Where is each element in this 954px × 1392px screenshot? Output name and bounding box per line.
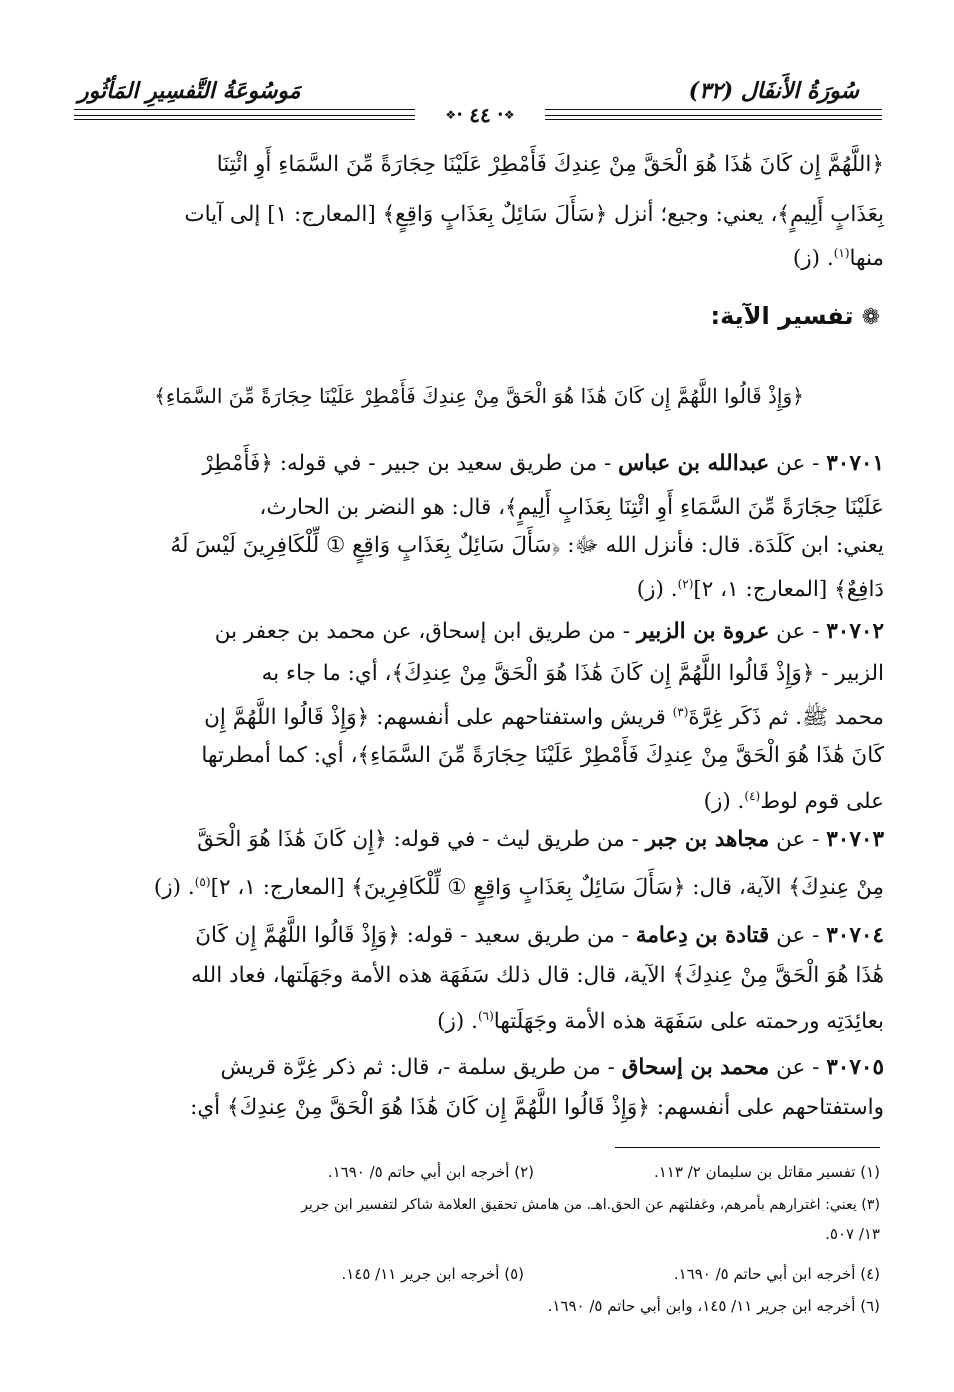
entry-line: [74, 778, 884, 820]
book-running-title: مَوسُوعَةُ التَّفسِيرِ المَأثُور: [78, 78, 301, 104]
flower-ornament-icon: ❁: [861, 305, 880, 330]
entry-line: [74, 998, 884, 1040]
footnote-ref: (١): [833, 246, 850, 260]
footnote-ref: (٣): [672, 705, 689, 719]
entry-line: هَٰذَا هُوَ الْحَقَّ مِنْ عِندِكَ﴾ الآية، قال: قال ذلك سَفَهَة هذه الأمة وجَهَلَتها، فعاد الله: [191, 963, 884, 988]
entry-text: - من طريق سلمة -، قال: ثم ذكر غِرَّة قريش: [220, 1055, 622, 1080]
narrator-name: عبدالله بن عباس: [618, 451, 770, 476]
entry-text: - عن: [769, 451, 827, 476]
entry-line: عَلَيْنَا حِجَارَةً مِّنَ السَّمَاءِ أَوِ ائْتِنَا بِعَذَابٍ أَلِيمٍ﴾، قال: هو النضر بن الحارث،: [259, 495, 884, 520]
entry-text: - عن: [769, 1055, 827, 1080]
narrator-name: محمد بن إسحاق: [621, 1055, 770, 1080]
ornament-icon: •❖: [445, 108, 464, 122]
entry-text: - من طريق ابن إسحاق، عن محمد بن جعفر بن: [214, 619, 637, 644]
entry-number: ٣٠٧٠٢: [826, 619, 884, 644]
section-heading-text: تفسير الآية:: [710, 302, 854, 330]
narrator-name: قتادة بن دِعامة: [635, 923, 770, 948]
intro-line: ﴿اللَّهُمَّ إِن كَانَ هَٰذَا هُوَ الْحَقَّ مِنْ عِندِكَ فَأَمْطِرْ عَلَيْنَا حِجَارَةً مِّنَ السَّمَاءِ أَوِ ائْتِنَا: [216, 152, 884, 177]
narrator-name: مجاهد بن جبر: [645, 827, 770, 852]
entry-text: محمد ﷺ. ثم ذَكَر غِرَّةَ: [688, 705, 884, 731]
footnote-ref: (٥): [194, 875, 211, 889]
entry-text: - من طريق ليث - في قوله: ﴿إِن كَانَ هَٰذَا هُوَ الْحَقَّ: [197, 827, 646, 852]
entry-text: - من طريق سعيد بن جبير - في قوله: ﴿فَأَمْطِرْ: [202, 451, 619, 476]
entry-text: . (ز): [636, 577, 678, 603]
section-heading: [711, 302, 881, 330]
footnote: (١) تفسير مقاتل بن سليمان ٢/ ١١٣.: [653, 1163, 880, 1181]
footnote-separator: [615, 1147, 880, 1148]
entry-text: مِنْ عِندِكَ﴾ الآية، قال: ﴿سَأَلَ سَائِلٌ بِعَذَابٍ وَاقِعٍ ① لِّلْكَافِرِينَ﴾ [المعارج: ١، ٢]: [210, 875, 884, 901]
entry-line: [74, 446, 884, 482]
ornament-icon: ❖•: [496, 108, 515, 122]
entry-line: كَانَ هَٰذَا هُوَ الْحَقَّ مِنْ عِندِكَ فَأَمْطِرْ عَلَيْنَا حِجَارَةً مِّنَ السَّمَاءِ﴾، أي: كما أمطرتها: [201, 743, 884, 768]
entry-line: [74, 566, 884, 608]
entry-text: قريش واستفتاحهم على أنفسهم: ﴿وَإِذْ قَالُوا اللَّهُمَّ إِن: [204, 705, 673, 731]
entry-text: دَافِعٌ﴾ [المعارج: ١، ٢]: [693, 577, 884, 603]
entry-line: واستفتاحهم على أنفسهم: ﴿وَإِذْ قَالُوا اللَّهُمَّ إِن كَانَ هَٰذَا هُوَ الْحَقَّ مِنْ عِندِكَ﴾ أي:: [190, 1095, 884, 1120]
entry-line: [74, 864, 884, 906]
entry-number: ٣٠٧٠١: [826, 451, 884, 476]
entry-text: بعائِدَتِه ورحمته على سَفَهَة هذه الأمة وجَهَلَتها: [493, 1009, 884, 1035]
entry-line: يعني: ابن كَلَدَة. قال: فأنزل الله ﷻ: ﴿سَأَلَ سَائِلٌ بِعَذَابٍ وَاقِعٍ ① لِّلْكَافِرِينَ لَيْسَ لَهُ: [170, 533, 884, 558]
footnote: ١٣/ ٥٠٧.: [825, 1225, 880, 1243]
page-number-badge: [415, 102, 545, 128]
page-number: ٤٤: [469, 103, 491, 127]
narrator-name: عروة بن الزبير: [636, 619, 770, 644]
entry-number: ٣٠٧٠٤: [826, 923, 884, 948]
entry-line: [74, 614, 884, 650]
entry-text: - من طريق سعيد - قوله: ﴿وَإِذْ قَالُوا اللَّهُمَّ إِن كَانَ: [195, 923, 636, 948]
entry-text: - عن: [769, 619, 827, 644]
entry-line: [74, 1050, 884, 1086]
entry-text: . (ز): [437, 1009, 478, 1035]
entry-line: [74, 822, 884, 858]
entry-number: ٣٠٧٠٣: [826, 827, 884, 852]
entry-text: - عن: [769, 923, 827, 948]
entry-line: الزبير - ﴿وَإِذْ قَالُوا اللَّهُمَّ إِن كَانَ هَٰذَا هُوَ الْحَقَّ مِنْ عِندِكَ﴾، أي: ما جاء به: [261, 661, 884, 686]
footnote: (٦) أخرجه ابن جرير ١١/ ١٤٥، وابن أبي حاتم ٥/ ١٦٩٠.: [547, 1297, 880, 1315]
entry-line: [74, 918, 884, 954]
intro-text: . (ز): [792, 246, 834, 272]
intro-line: بِعَذَابٍ أَلِيمٍ﴾، يعني: وجيع؛ أنزل ﴿سَأَلَ سَائِلٌ بِعَذَابٍ وَاقِعٍ﴾ [المعارج: ١] إلى آيات: [184, 202, 884, 227]
verse-quote: ﴿وَإِذْ قَالُوا اللَّهُمَّ إِن كَانَ هَٰذَا هُوَ الْحَقَّ مِنْ عِندِكَ فَأَمْطِرْ عَلَيْنَا حِجَارَةً مِّنَ السَّمَاءِ﴾: [154, 384, 804, 408]
footnote-ref: (٤): [744, 789, 761, 803]
entry-number: ٣٠٧٠٥: [826, 1055, 884, 1080]
footnote-ref: (٢): [677, 577, 694, 591]
entry-text: - عن: [769, 827, 827, 852]
footnote: (٤) أخرجه ابن أبي حاتم ٥/ ١٦٩٠.: [673, 1265, 880, 1283]
footnote: (٢) أخرجه ابن أبي حاتم ٥/ ١٦٩٠.: [327, 1163, 534, 1181]
entry-text: . (ز): [153, 875, 195, 901]
entry-text: . (ز): [703, 789, 745, 815]
entry-text: على قوم لوط: [760, 789, 884, 815]
footnote: (٥) أخرجه ابن جرير ١١/ ١٤٥.: [341, 1265, 524, 1283]
intro-line: [74, 235, 884, 277]
footnote: (٣) يعني: اغترارهم بأمرهم، وغفلتهم عن الحق.اهـ. من هامش تحقيق العلامة شاكر لتفسير ابن جرير: [301, 1197, 880, 1213]
footnote-ref: (٦): [477, 1009, 494, 1023]
surah-running-title: سُورَةُ الأَنفَال (٣٢): [688, 78, 859, 104]
entry-line: [74, 694, 884, 736]
intro-text: منها: [849, 246, 884, 272]
